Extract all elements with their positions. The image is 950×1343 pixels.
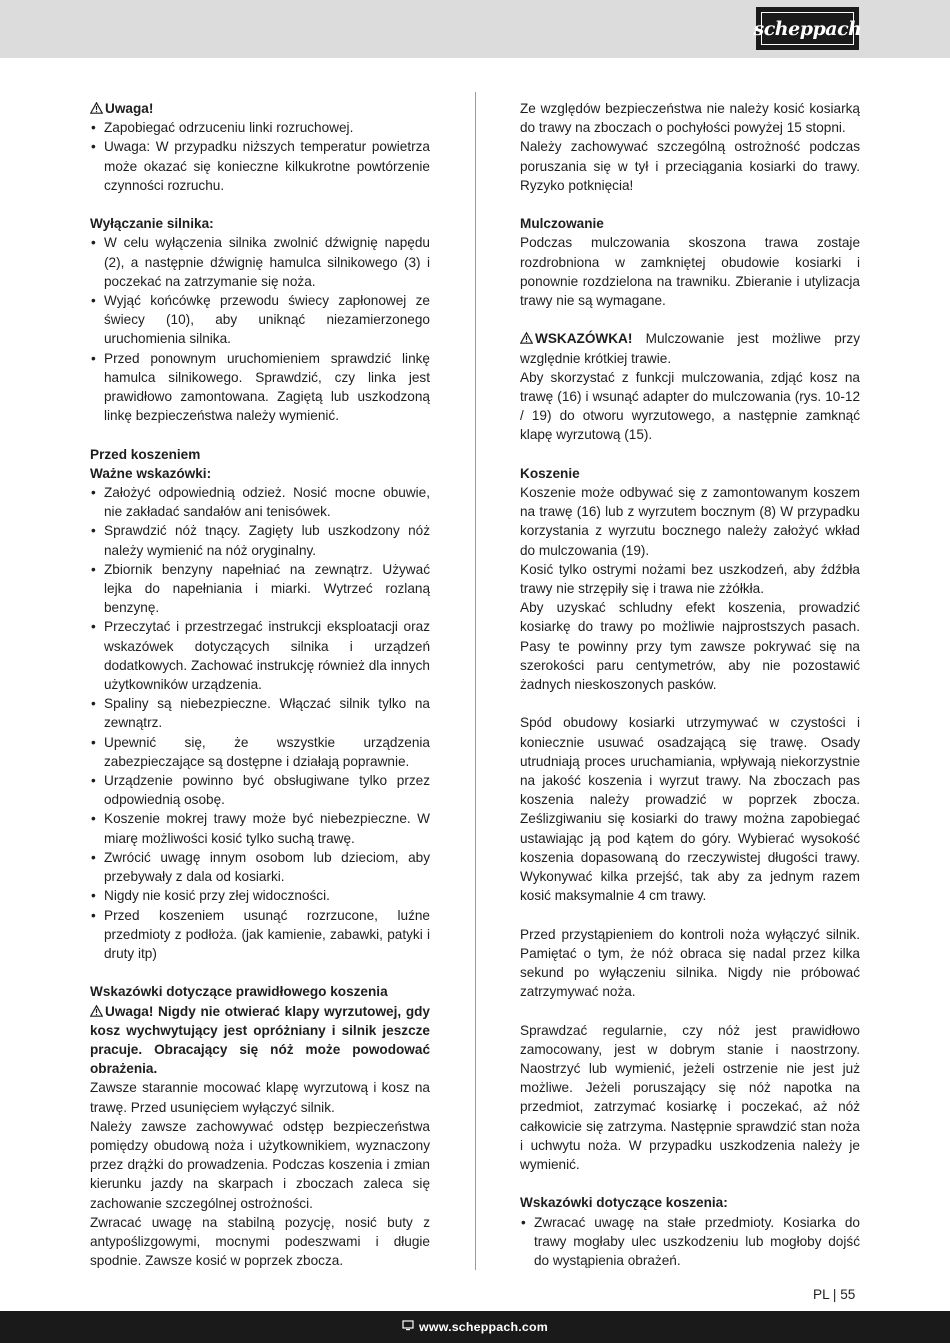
list-item: • Przed koszeniem usunąć rozrzucone, luźne przedmioty z podłoża. (jak kamienie, zabawki, patyki i druty itp) — [90, 906, 430, 964]
paragraph: Aby uzyskać schludny efekt koszenia, prowadzić kosiarkę do trawy po możliwie najprostszych pasach. Pasy te powinny przy tym zawsze pokrywać się na szerokości paru centymetrów, aby nie pozostawić żadnych nieskoszonych pasków. — [520, 600, 860, 693]
paragraph: Spód obudowy kosiarki utrzymywać w czystości i koniecznie usuwać osadzającą się trawę. Osady utrudniają proces uruchamiania, wpływają niekorzystnie na jakość koszenia i wyrzut trawy. Na zboczach pas koszenia należy prowadzić w poprzek zbocza. Ześlizgiwaniu się kosiarki do trawy można zapobiegać ustawiając ją pod kątem do góry. Wybierać wysokość koszenia dopasowaną do rzeczywistej długości trawy. Wykonywać kilka przejść, tak aby za jednym razem kosić maksymalnie 4 cm trawy. — [520, 715, 860, 904]
paragraph: Koszenie może odbywać się z zamontowanym koszem na trawę (16) lub z wyrzutem bocznym (8) W przypadku korzystania z wyrzutu bocznego należy założyć wkład do mulczowania (19). — [520, 485, 860, 558]
paragraph: Zawsze starannie mocować klapę wyrzutową i kosz na trawę. Przed usunięciem wyłączyć silnik. — [90, 1080, 430, 1115]
uwaga-list — [90, 118, 430, 195]
column-divider — [475, 92, 476, 1270]
paragraph: Należy zawsze zachowywać odstęp bezpieczeństwa pomiędzy obudową noża i użytkownikiem, wyznaczony przez drążki do prowadzenia. Podczas koszenia i zmian kierunku jazdy na skarpach i zboczach zaleca się zachowanie szczególnej ostrożności. — [90, 1118, 430, 1211]
paragraph: Podczas mulczowania skoszona trawa zostaje rozdrobniona w zamkniętej obudowie kosiarki i ponownie rozdzielona na trawniku. Zbieranie i utylizacja trawy nie są wymagane. — [520, 235, 860, 309]
warning-triangle-icon — [520, 329, 535, 348]
warning-triangle-icon — [90, 1002, 105, 1021]
paragraph: Należy zachowywać szczególną ostrożność podczas poruszania się w tył i przeciągania kosiarki do trawy. Ryzyko potknięcia! — [520, 139, 860, 193]
list-item: • Uwaga: W przypadku niższych temperatur powietrza może okazać się konieczne kilkukrotne powtórzenie czynności rozruchu. — [90, 137, 430, 195]
list-item: • Założyć odpowiednią odzież. Nosić mocne obuwie, nie zakładać sandałów ani tenisówek. — [90, 483, 430, 521]
section-heading: Mulczowanie — [520, 216, 604, 232]
subsection-heading: Ważne wskazówki: — [90, 465, 212, 481]
list-item: • Zwracać uwagę na stałe przedmioty. Kosiarka do trawy mogłaby ulec uszkodzeniu lub mogłoby dojść do wystąpienia obrażeń. — [520, 1213, 860, 1271]
left-column — [90, 99, 430, 1270]
right-column — [520, 99, 860, 1270]
hint-label: WSKAZÓWKA! — [535, 331, 633, 347]
page-number: PL | 55 — [813, 1287, 856, 1302]
paragraph: Aby skorzystać z funkcji mulczowania, zdjąć kosz na trawę (16) i wsunąć adapter do mulczowania (rys. 10-12 / 19) do otworu wyrzutowego, a następnie zamknąć klapę wyrzutową (15). — [520, 369, 860, 443]
section-heading: Przed koszeniem — [90, 446, 201, 462]
section-heading: Wyłączanie silnika: — [90, 216, 214, 232]
list-item: • W celu wyłączenia silnika zwolnić dźwignię napędu (2), a następnie dźwignię hamulca silnikowego (3) i poczekać na zatrzymanie się noża. — [90, 233, 430, 291]
scheppach-logo — [753, 7, 862, 50]
section-heading: Wskazówki dotyczące prawidłowego koszenia — [90, 984, 388, 1000]
przed-koszeniem-list — [90, 483, 430, 963]
logo-text: scheppach — [753, 17, 862, 40]
page-footer — [0, 1311, 950, 1343]
list-item: • Nigdy nie kosić przy złej widoczności. — [90, 886, 430, 905]
list-item: • Spaliny są niebezpieczne. Włączać silnik tylko na zewnątrz. — [90, 694, 430, 732]
list-item: • Przed ponownym uruchomieniem sprawdzić linkę hamulca silnikowego. Sprawdzić, czy linka jest prawidłowo zamontowana. Zagiętą lub uszkodzoną linkę bezpieczeństwa należy wymienić. — [90, 349, 430, 426]
paragraph: Przed przystąpieniem do kontroli noża wyłączyć silnik. Pamiętać o tym, że nóż obraca się nadal przez kilka sekund po wyłączeniu silnika. Nigdy nie próbować zatrzymywać noża. — [520, 926, 860, 1000]
uwaga-heading: Uwaga! — [90, 99, 430, 118]
website-link[interactable]: www.scheppach.com — [419, 1320, 548, 1334]
paragraph: Ze względów bezpieczeństwa nie należy kosić kosiarką do trawy na zboczach o pochyłości powyżej 15 stopni. — [520, 101, 860, 136]
warning-triangle-icon — [90, 99, 105, 118]
list-item: • Zbiornik benzyny napełniać na zewnątrz. Używać lejka do napełniania i miarki. Wytrzeć rozlaną benzynę. — [90, 560, 430, 618]
warning-paragraph: Uwaga! Nigdy nie otwierać klapy wyrzutowej, gdy kosz wychwytujący jest opróżniany i silnik jeszcze pracuje. Obracający się nóż może powodować obrażenia. — [90, 1003, 430, 1077]
list-item: • Koszenie mokrej trawy może być niebezpieczne. W miarę możliwości kosić tylko suchą trawę. — [90, 809, 430, 847]
section-heading: Koszenie — [520, 465, 580, 481]
list-item: • Zwrócić uwagę innym osobom lub dzieciom, aby przebywały z dala od kosiarki. — [90, 848, 430, 886]
hint-paragraph: WSKAZÓWKA! Mulczowanie jest możliwe przy względnie krótkiej trawie. — [520, 331, 860, 366]
list-item: • Urządzenie powinno być obsługiwane tylko przez odpowiednią osobę. — [90, 771, 430, 809]
list-item: • Sprawdzić nóż tnący. Zagięty lub uszkodzony nóż należy wymienić na nóż oryginalny. — [90, 521, 430, 559]
monitor-icon — [402, 1318, 414, 1336]
list-item: • Upewnić się, że wszystkie urządzenia zabezpieczające są dostępne i działają poprawnie. — [90, 733, 430, 771]
list-item: • Przeczytać i przestrzegać instrukcji eksploatacji oraz wskazówek dotyczących silnika i urządzeń dodatkowych. Zachować instrukcję również dla innych użytkowników urządzenia. — [90, 617, 430, 694]
section-heading: Wskazówki dotyczące koszenia: — [520, 1195, 728, 1211]
list-item: • Wyjąć końcówkę przewodu świecy zapłonowej ze świecy (10), aby uniknąć niezamierzonego uruchomienia silnika. — [90, 291, 430, 349]
paragraph: Sprawdzać regularnie, czy nóż jest prawidłowo zamocowany, jest w dobrym stanie i naostrzony. Naostrzyć lub wymienić, jeżeli ostrzenie nie jest już możliwe. Jeżeli poruszający się nóż napotka na przedmiot, zatrzymać kosiarkę i poczekać, aż nóż całkowicie się zatrzyma. Następnie sprawdzić stan noża i uchwytu noża. W przypadku uszkodzenia należy je wymienić. — [520, 1022, 860, 1173]
list-item: • Zapobiegać odrzuceniu linki rozruchowej. — [90, 118, 430, 137]
paragraph: Kosić tylko ostrymi nożami bez uszkodzeń, aby źdźbła trawy nie strzępiły się i trawa nie zżółkła. — [520, 561, 860, 597]
wylaczanie-list — [90, 233, 430, 425]
wskazowki-list — [520, 1213, 860, 1271]
paragraph: Zwracać uwagę na stabilną pozycję, nosić buty z antypoślizgowymi, mocnymi podeszwami i długie spodnie. Zawsze kosić w poprzek zbocza. — [90, 1214, 430, 1269]
page-header — [0, 0, 950, 58]
